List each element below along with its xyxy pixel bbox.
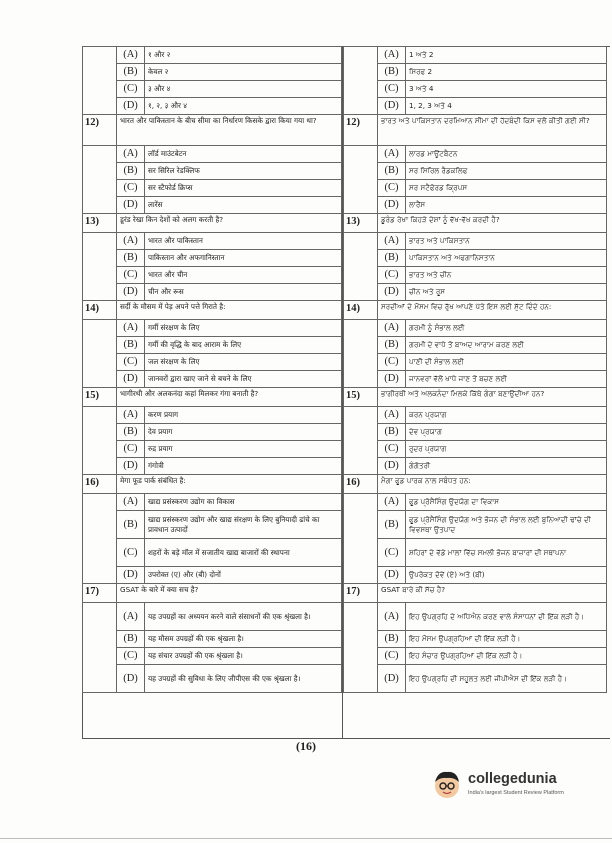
option-text: भारत और चीन — [145, 267, 342, 284]
hindi-question-table — [82, 46, 342, 693]
option-text: ਇਹ ਉਪਗ੍ਰਹਿ ਦੀ ਸਹੂਲਤ ਲਈ ਜੀਪੀਐਸ ਦੀ ਇੱਕ ਲੜੀ ਹੈ। — [406, 665, 607, 693]
option-label: (B) — [378, 337, 406, 354]
brand-tagline: India's largest Student Review Platform — [468, 790, 564, 796]
option-row — [83, 146, 342, 163]
option-row — [344, 98, 607, 115]
option-row — [83, 407, 342, 424]
question-text: ਭਾਰਤ ਅਤੇ ਪਾਕਿਸਤਾਨ ਦਰਮਿਆਨ ਸੀਮਾ ਦੀ ਹੱਦਬੰਦੀ ਕਿਸ ਵਲੋਂ ਕੀਤੀ ਗਈ ਸੀ? — [378, 115, 607, 146]
option-text: ਇਹ ਮੌਸਮ ਉਪਗ੍ਰਹਿਆਂ ਦੀ ਇੱਕ ਲੜੀ ਹੈ। — [406, 631, 607, 648]
option-row — [344, 648, 607, 665]
option-label: (A) — [117, 47, 145, 64]
question-number-spacer — [344, 407, 378, 475]
option-text: ३ और ४ — [145, 81, 342, 98]
question-number-spacer — [83, 146, 117, 214]
option-row — [83, 180, 342, 197]
option-label: (C) — [117, 354, 145, 371]
option-text: खाद्य प्रसंस्करण उद्योग का विकास — [145, 494, 342, 511]
option-row — [83, 47, 342, 64]
option-text: ਲਾਰਡ ਮਾਊਂਟਬੈਟਨ — [406, 146, 607, 163]
option-row — [83, 337, 342, 354]
question-text: GSAT के बारे में क्या सच है? — [117, 584, 342, 603]
option-label: (C) — [117, 441, 145, 458]
option-label: (C) — [378, 267, 406, 284]
option-text: भारत और पाकिस्तान — [145, 233, 342, 250]
option-label: (D) — [117, 665, 145, 693]
option-row — [83, 648, 342, 665]
option-label: (A) — [378, 233, 406, 250]
question-number-spacer — [344, 320, 378, 388]
option-text: ਚੀਨ ਅਤੇ ਰੂਸ — [406, 284, 607, 301]
option-label: (C) — [117, 180, 145, 197]
option-row — [344, 371, 607, 388]
option-text: ਸਿਰਫ 2 — [406, 64, 607, 81]
page-bottom-line — [0, 838, 612, 839]
option-text: देव प्रयाग — [145, 424, 342, 441]
question-text: ਸਰਦੀਆਂ ਦੇ ਮੌਸਮ ਵਿਚ ਰੁੱਖ ਆਪਣੇ ਪੱਤੇ ਇਸ ਲਈ ਸੁੱਟ ਦਿੰਦੇ ਹਨ: — [378, 301, 607, 320]
question-number: 15) — [83, 388, 117, 407]
option-text: सर सिरिल रेडक्लिफ — [145, 163, 342, 180]
option-label: (D) — [378, 197, 406, 214]
option-text: यह उपग्रहों की सुविधा के लिए जीपीएस की एक श्रृंखला है। — [145, 665, 342, 693]
option-label: (B) — [378, 250, 406, 267]
question-number-spacer — [83, 320, 117, 388]
option-label: (C) — [378, 441, 406, 458]
option-row — [83, 371, 342, 388]
question-number-spacer — [344, 233, 378, 301]
option-text: खाद्य प्रसंस्करण उद्योग और खाद्य संरक्षण के लिए बुनियादी ढांचे का प्रावधान उत्पादों — [145, 511, 342, 539]
option-text: १, २, ३ और ४ — [145, 98, 342, 115]
option-label: (A) — [378, 494, 406, 511]
option-row — [344, 567, 607, 584]
option-text: सर स्टैफोर्ड क्रिप्स — [145, 180, 342, 197]
student-mascot-icon — [430, 767, 464, 801]
option-label: (D) — [378, 567, 406, 584]
question-text: ਮੈਗਾ ਫੂਡ ਪਾਰਕ ਨਾਲ ਸਬੰਧਤ ਹਨ: — [378, 475, 607, 494]
option-row — [83, 458, 342, 475]
option-label: (C) — [117, 539, 145, 567]
option-row — [83, 441, 342, 458]
option-text: यह उपग्रहों का अध्ययन करने वाले संसाधनों की एक श्रृंखला है। — [145, 603, 342, 631]
option-text: यह संचार उपग्रहों की एक श्रृंखला है। — [145, 648, 342, 665]
option-text: उपरोक्त (ए) और (बी) दोनों — [145, 567, 342, 584]
option-label: (D) — [378, 284, 406, 301]
question-stem-row — [344, 475, 607, 494]
option-row — [344, 197, 607, 214]
option-text: ਦੇਵ ਪ੍ਰਯਾਗ — [406, 424, 607, 441]
option-row — [344, 320, 607, 337]
option-row — [83, 511, 342, 539]
option-row — [83, 250, 342, 267]
option-row — [83, 197, 342, 214]
option-label: (B) — [117, 64, 145, 81]
option-row — [83, 267, 342, 284]
question-text: ਡੂਰੰਡ ਰੇਖਾ ਕਿਹੜੇ ਦੇਸ਼ਾਂ ਨੂੰ ਵੱਖ-ਵੱਖ ਕਰਦੀ ਹੈ? — [378, 214, 607, 233]
option-label: (A) — [117, 320, 145, 337]
option-row — [344, 250, 607, 267]
option-text: ਇਹ ਸੰਚਾਰ ਉਪਗ੍ਰਹਿਆਂ ਦੀ ਇੱਕ ਲੜੀ ਹੈ। — [406, 648, 607, 665]
option-label: (C) — [378, 648, 406, 665]
option-row — [344, 337, 607, 354]
option-label: (D) — [117, 458, 145, 475]
option-row — [83, 81, 342, 98]
option-text: यह मौसम उपग्रहों की एक श्रृंखला है। — [145, 631, 342, 648]
option-text: गर्मी संरक्षण के लिए — [145, 320, 342, 337]
option-label: (D) — [117, 197, 145, 214]
question-number: 12) — [344, 115, 378, 146]
question-stem-row — [83, 301, 342, 320]
option-text: लॉर्ड माउंटबेटन — [145, 146, 342, 163]
option-label: (C) — [378, 539, 406, 567]
question-number-spacer — [83, 407, 117, 475]
option-text: 3 ਅਤੇ 4 — [406, 81, 607, 98]
option-text: ਭਾਰਤ ਅਤੇ ਚੀਨ — [406, 267, 607, 284]
question-number-cell — [83, 47, 117, 115]
option-label: (B) — [117, 511, 145, 539]
option-label: (D) — [117, 567, 145, 584]
option-text: केवल २ — [145, 64, 342, 81]
question-number: 17) — [83, 584, 117, 603]
question-text: ਭਾਗੀਰਥੀ ਅਤੇ ਅਲਕਨੰਦਾ ਮਿਲਕੇ ਕਿੱਥੇ ਗੰਗਾ ਬਣਾਉਂਦੀਆ ਹਨ? — [378, 388, 607, 407]
option-row — [83, 424, 342, 441]
option-row — [344, 539, 607, 567]
option-row — [83, 539, 342, 567]
question-stem-row — [344, 214, 607, 233]
question-number: 15) — [344, 388, 378, 407]
question-number-spacer — [83, 233, 117, 301]
option-label: (A) — [378, 407, 406, 424]
option-label: (A) — [117, 407, 145, 424]
question-text: भागीरथी और अलकनंदा कहां मिलकर गंगा बनाती है? — [117, 388, 342, 407]
option-label: (C) — [378, 354, 406, 371]
option-row — [344, 441, 607, 458]
page-number: (16) — [296, 739, 316, 753]
option-label: (D) — [378, 98, 406, 115]
option-row — [344, 407, 607, 424]
option-text: 1, 2, 3 ਅਤੇ 4 — [406, 98, 607, 115]
question-stem-row — [83, 584, 342, 603]
question-text: सर्दी के मौसम में पेड़ अपने पत्ते गिराते है: — [117, 301, 342, 320]
option-row — [344, 267, 607, 284]
option-text: ਭਾਰਤ ਅਤੇ ਪਾਕਿਸਤਾਨ — [406, 233, 607, 250]
question-number-spacer — [344, 603, 378, 693]
option-text: १ और २ — [145, 47, 342, 64]
option-text: गंगोत्री — [145, 458, 342, 475]
option-row — [344, 47, 607, 64]
option-text: करण प्रयाग — [145, 407, 342, 424]
option-text: ਕਰਨ ਪ੍ਰਯਾਗ — [406, 407, 607, 424]
option-row — [344, 494, 607, 511]
option-text: ਪਾਣੀ ਦੀ ਸੰਭਾਲ ਲਈ — [406, 354, 607, 371]
option-label: (D) — [378, 458, 406, 475]
option-label: (C) — [117, 267, 145, 284]
option-text: ਪਾਕਿਸਤਾਨ ਅਤੇ ਅਫਗਾਨਿਸਤਾਨ — [406, 250, 607, 267]
option-label: (D) — [117, 371, 145, 388]
brand-name: collegedunia — [468, 771, 557, 787]
option-text: ਲਾਰੈਂਸ — [406, 197, 607, 214]
question-number-spacer — [83, 603, 117, 693]
option-row — [344, 81, 607, 98]
option-label: (B) — [378, 163, 406, 180]
option-row — [83, 603, 342, 631]
option-text: रुद्र प्रयाग — [145, 441, 342, 458]
option-label: (D) — [117, 284, 145, 301]
option-row — [344, 424, 607, 441]
question-text: डूरंड रेखा किन देशों को अलग करती है? — [117, 214, 342, 233]
option-row — [344, 354, 607, 371]
option-text: जल संरक्षण के लिए — [145, 354, 342, 371]
option-text: ਸਰ ਸਿਰਿਲ ਰੈਡਕਲਿਫ — [406, 163, 607, 180]
option-label: (C) — [378, 81, 406, 98]
option-row — [344, 233, 607, 250]
option-label: (A) — [117, 494, 145, 511]
option-label: (B) — [117, 250, 145, 267]
option-label: (D) — [117, 98, 145, 115]
question-text: भारत और पाकिस्तान के बीच सीमा का निर्धारण किसके द्वारा किया गया था? — [117, 115, 342, 146]
punjabi-question-table — [343, 46, 607, 693]
option-text: ਫੂਡ ਪ੍ਰੋਸੈਸਿੰਗ ਉਦਯੋਗ ਦਾ ਵਿਕਾਸ — [406, 494, 607, 511]
question-number: 13) — [83, 214, 117, 233]
option-text: शहरों के बड़े मॉल में सजातीय खाद्य बाजारों की स्थापना — [145, 539, 342, 567]
option-label: (A) — [378, 320, 406, 337]
option-row — [344, 631, 607, 648]
option-text: ਇਹ ਉਪਗ੍ਰਹਿ ਦੇ ਅਧਿਐਨ ਕਰਣ ਵਾਲੇ ਸੰਸਾਧਨਾਂ ਦੀ ਇੱਕ ਲੜੀ ਹੈ। — [406, 603, 607, 631]
question-number: 16) — [344, 475, 378, 494]
option-text: पाकिस्तान और अफगानिस्तान — [145, 250, 342, 267]
option-row — [344, 163, 607, 180]
question-stem-row — [83, 214, 342, 233]
question-stem-row — [83, 475, 342, 494]
question-number: 12) — [83, 115, 117, 146]
question-number-spacer — [344, 494, 378, 584]
option-label: (D) — [378, 665, 406, 693]
option-row — [83, 233, 342, 250]
option-text: लारेंस — [145, 197, 342, 214]
option-label: (A) — [117, 233, 145, 250]
option-row — [83, 665, 342, 693]
option-label: (C) — [378, 180, 406, 197]
question-number: 14) — [344, 301, 378, 320]
question-number: 14) — [83, 301, 117, 320]
question-text: GSAT ਬਾਰੇ ਕੀ ਸੱਚ ਹੈ? — [378, 584, 607, 603]
option-row — [83, 98, 342, 115]
question-stem-row — [344, 584, 607, 603]
question-number: 16) — [83, 475, 117, 494]
option-text: गर्मी की वृद्धि के बाद आराम के लिए — [145, 337, 342, 354]
option-label: (B) — [117, 424, 145, 441]
option-text: चीन और रूस — [145, 284, 342, 301]
option-text: ਫੂਡ ਪ੍ਰੋਸੈਸਿੰਗ ਉਦਯੋਗ ਅਤੇ ਭੋਜਨ ਦੀ ਸੰਭਾਲ ਲਈ ਬੁਨਿਆਦੀ ਢਾਂਚੇ ਦੀ ਵਿਵਸਥਾ ਉਤਪਾਦ — [406, 511, 607, 539]
option-row — [344, 458, 607, 475]
question-number: 13) — [344, 214, 378, 233]
question-stem-row — [344, 301, 607, 320]
question-text: मेगा फूड पार्क संबंधित है: — [117, 475, 342, 494]
option-text: ਜਾਨਵਰਾਂ ਵੱਲੋਂ ਖਾਧੇ ਜਾਣ ਤੋਂ ਬਚਣ ਲਈ — [406, 371, 607, 388]
option-row — [344, 284, 607, 301]
option-label: (A) — [378, 146, 406, 163]
option-text: ਸਰ ਸਟੈਫੋਰਡ ਕ੍ਰਿਪਸ — [406, 180, 607, 197]
option-row — [83, 494, 342, 511]
option-text: जानवरों द्वारा खाए जाने से बचने के लिए — [145, 371, 342, 388]
option-label: (A) — [117, 146, 145, 163]
option-row — [344, 180, 607, 197]
question-stem-row — [83, 115, 342, 146]
option-label: (B) — [117, 631, 145, 648]
option-label: (D) — [378, 371, 406, 388]
option-row — [83, 163, 342, 180]
option-label: (B) — [378, 631, 406, 648]
option-row — [83, 567, 342, 584]
option-row — [83, 354, 342, 371]
option-row — [344, 146, 607, 163]
question-stem-row — [83, 388, 342, 407]
option-text: ਉਪਰੋਕਤ ਦੋਵੇਂ (ਏ) ਅਤੇ (ਬੀ) — [406, 567, 607, 584]
option-row — [83, 631, 342, 648]
option-row — [83, 284, 342, 301]
option-row — [344, 665, 607, 693]
option-row — [83, 320, 342, 337]
question-number-spacer — [344, 146, 378, 214]
option-row — [344, 511, 607, 539]
option-text: ਰੁਦਰ ਪ੍ਰਯਾਗ — [406, 441, 607, 458]
option-label: (C) — [117, 648, 145, 665]
option-label: (A) — [378, 603, 406, 631]
option-text: ਗਰਮੀ ਨੂੰ ਸੰਭਾਲ ਲਈ — [406, 320, 607, 337]
option-label: (B) — [117, 163, 145, 180]
option-row — [344, 64, 607, 81]
option-label: (B) — [117, 337, 145, 354]
option-text: ਗੰਗੋਤਰੀ — [406, 458, 607, 475]
option-row — [83, 64, 342, 81]
question-number-cell — [344, 47, 378, 115]
option-text: 1 ਅਤੇ 2 — [406, 47, 607, 64]
question-stem-row — [344, 388, 607, 407]
question-number-spacer — [83, 494, 117, 584]
brand-logo — [430, 765, 580, 805]
question-number: 17) — [344, 584, 378, 603]
question-stem-row — [344, 115, 607, 146]
option-label: (B) — [378, 424, 406, 441]
option-row — [344, 603, 607, 631]
option-label: (A) — [378, 47, 406, 64]
option-label: (B) — [378, 511, 406, 539]
option-text: ਗਰਮੀ ਦੇ ਵਾਧੇ ਤੋਂ ਬਾਅਦ ਆਰਾਮ ਕਰਣ ਲਈ — [406, 337, 607, 354]
option-text: ਸ਼ਹਿਰਾਂ ਦੇ ਵੱਡੇ ਮਾਲਾਂ ਵਿੱਚ ਸਮਲੀ ਭੋਜਨ ਬਾਜ਼ਾਰਾਂ ਦੀ ਸਥਾਪਨਾ — [406, 539, 607, 567]
option-label: (B) — [378, 64, 406, 81]
option-label: (C) — [117, 81, 145, 98]
option-label: (A) — [117, 603, 145, 631]
